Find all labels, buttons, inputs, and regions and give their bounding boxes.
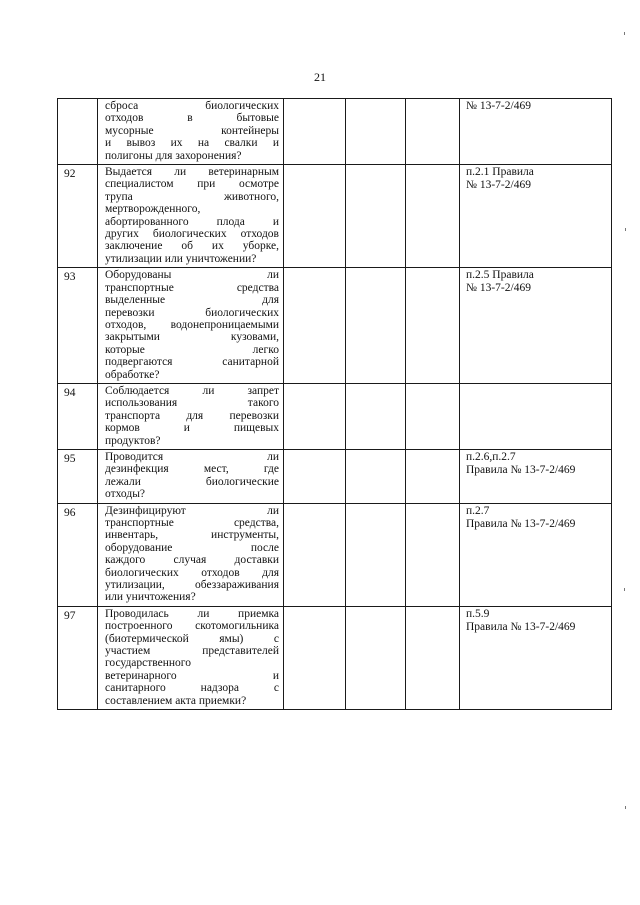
scan-speck bbox=[624, 588, 625, 591]
question-line: специалистом при осмотре bbox=[105, 178, 279, 191]
question-line: отходов в бытовые bbox=[105, 112, 279, 125]
reference-line: № 13-7-2/469 bbox=[466, 179, 531, 192]
reference-cell bbox=[460, 165, 612, 268]
reference-cell bbox=[460, 606, 612, 709]
question-line: других биологических отходов bbox=[105, 228, 279, 241]
reference-cell bbox=[460, 503, 612, 606]
reference-line: Правила № 13-7-2/469 bbox=[466, 463, 576, 476]
question-line: дезинфекция мест, где bbox=[105, 463, 279, 476]
question-cell bbox=[98, 503, 284, 606]
row-number: 96 bbox=[58, 503, 98, 606]
question-line: которые легко bbox=[105, 343, 279, 356]
question-line: утилизации или уничтожении? bbox=[105, 252, 257, 265]
reference-cell bbox=[460, 99, 612, 165]
answer-yes-cell bbox=[284, 503, 346, 606]
question-line: выделенные для bbox=[105, 294, 279, 307]
answer-na-cell bbox=[406, 449, 460, 503]
question-line: полигоны для захоронения? bbox=[105, 149, 242, 162]
reference-line: Правила № 13-7-2/469 bbox=[466, 620, 576, 633]
reference-cell bbox=[460, 383, 612, 449]
row-number: 95 bbox=[58, 449, 98, 503]
question-cell bbox=[98, 449, 284, 503]
answer-no-cell bbox=[346, 99, 406, 165]
answer-na-cell bbox=[406, 165, 460, 268]
question-line: продуктов? bbox=[105, 434, 161, 447]
question-line: Соблюдается ли запрет bbox=[105, 384, 279, 397]
answer-yes-cell bbox=[284, 606, 346, 709]
question-line: утилизации, обеззараживания bbox=[105, 579, 279, 592]
question-line: транспорта для перевозки bbox=[105, 409, 279, 422]
answer-yes-cell bbox=[284, 449, 346, 503]
row-number bbox=[58, 99, 98, 165]
question-line: сброса биологических bbox=[105, 100, 279, 112]
question-line: биологических отходов для bbox=[105, 566, 279, 579]
question-line: инвентарь, инструменты, bbox=[105, 529, 279, 542]
answer-no-cell bbox=[346, 383, 406, 449]
question-line: участием представителей bbox=[105, 645, 279, 658]
question-line: Оборудованы ли bbox=[105, 269, 279, 282]
answer-na-cell bbox=[406, 383, 460, 449]
reference-line: № 13-7-2/469 bbox=[466, 282, 531, 295]
table-row bbox=[58, 99, 612, 165]
row-number: 94 bbox=[58, 383, 98, 449]
page-number: 21 bbox=[314, 70, 326, 84]
question-line: кормов и пищевых bbox=[105, 422, 279, 435]
reference-line: п.2.1 Правила bbox=[466, 166, 534, 179]
table-row bbox=[58, 449, 612, 503]
question-line: закрытыми кузовами, bbox=[105, 331, 279, 344]
question-line: мусорные контейнеры bbox=[105, 124, 279, 137]
answer-na-cell bbox=[406, 268, 460, 384]
question-line: Проводится ли bbox=[105, 450, 279, 463]
question-line: транспортные средства, bbox=[105, 517, 279, 529]
question-line: ветеринарного и bbox=[105, 669, 279, 682]
question-line: санитарного надзора с bbox=[105, 682, 279, 695]
reference-line: Правила № 13-7-2/469 bbox=[466, 517, 576, 530]
checklist-table bbox=[57, 98, 612, 710]
question-cell bbox=[98, 268, 284, 384]
question-line: составлением акта приемки? bbox=[105, 694, 247, 707]
question-line: заключение об их уборке, bbox=[105, 240, 279, 253]
reference-line: п.2.7 bbox=[466, 504, 490, 517]
table-row bbox=[58, 606, 612, 709]
question-line: трупа животного, bbox=[105, 190, 279, 203]
answer-yes-cell bbox=[284, 99, 346, 165]
question-line: (биотермической ямы) с bbox=[105, 632, 279, 645]
question-line: государственного bbox=[105, 657, 191, 670]
table-row bbox=[58, 268, 612, 384]
answer-na-cell bbox=[406, 606, 460, 709]
question-line: каждого случая доставки bbox=[105, 554, 279, 567]
question-line: обработке? bbox=[105, 368, 160, 381]
question-cell bbox=[98, 99, 284, 165]
question-line: использования такого bbox=[105, 397, 279, 410]
answer-yes-cell bbox=[284, 165, 346, 268]
reference-cell bbox=[460, 449, 612, 503]
question-line: Проводилась ли приемка bbox=[105, 607, 279, 620]
question-line: и вывоз их на свалки и bbox=[105, 137, 279, 150]
answer-no-cell bbox=[346, 268, 406, 384]
reference-line: п.2.6,п.2.7 bbox=[466, 450, 516, 463]
question-line: оборудование после bbox=[105, 541, 279, 554]
question-line: отходы? bbox=[105, 488, 146, 501]
question-line: абортированного плода и bbox=[105, 215, 279, 228]
answer-no-cell bbox=[346, 449, 406, 503]
reference-cell bbox=[460, 268, 612, 384]
question-line: мертворожденного, bbox=[105, 203, 201, 216]
question-line: лежали биологические bbox=[105, 475, 279, 488]
answer-yes-cell bbox=[284, 383, 346, 449]
question-line: отходов, водонепроницаемыми bbox=[105, 318, 279, 331]
question-line: или уничтожения? bbox=[105, 591, 196, 604]
answer-na-cell bbox=[406, 99, 460, 165]
question-line: транспортные средства bbox=[105, 281, 279, 294]
answer-yes-cell bbox=[284, 268, 346, 384]
reference-line: № 13-7-2/469 bbox=[466, 100, 531, 112]
answer-no-cell bbox=[346, 165, 406, 268]
reference-line: п.5.9 bbox=[466, 607, 490, 620]
question-line: построенного скотомогильника bbox=[105, 620, 279, 633]
table-row bbox=[58, 503, 612, 606]
question-line: подвергаются санитарной bbox=[105, 356, 279, 369]
question-line: Дезинфицируют ли bbox=[105, 504, 279, 517]
reference-line: п.2.5 Правила bbox=[466, 269, 534, 282]
question-cell bbox=[98, 165, 284, 268]
table-body bbox=[58, 99, 612, 710]
scan-speck bbox=[625, 228, 626, 231]
question-cell bbox=[98, 606, 284, 709]
scan-speck bbox=[624, 32, 625, 35]
row-number: 97 bbox=[58, 606, 98, 709]
row-number: 93 bbox=[58, 268, 98, 384]
table-row bbox=[58, 165, 612, 268]
answer-no-cell bbox=[346, 606, 406, 709]
question-cell bbox=[98, 383, 284, 449]
question-line: Выдается ли ветеринарным bbox=[105, 166, 279, 179]
answer-no-cell bbox=[346, 503, 406, 606]
scan-speck bbox=[625, 806, 626, 809]
question-line: перевозки биологических bbox=[105, 306, 279, 319]
table-row bbox=[58, 383, 612, 449]
row-number: 92 bbox=[58, 165, 98, 268]
answer-na-cell bbox=[406, 503, 460, 606]
